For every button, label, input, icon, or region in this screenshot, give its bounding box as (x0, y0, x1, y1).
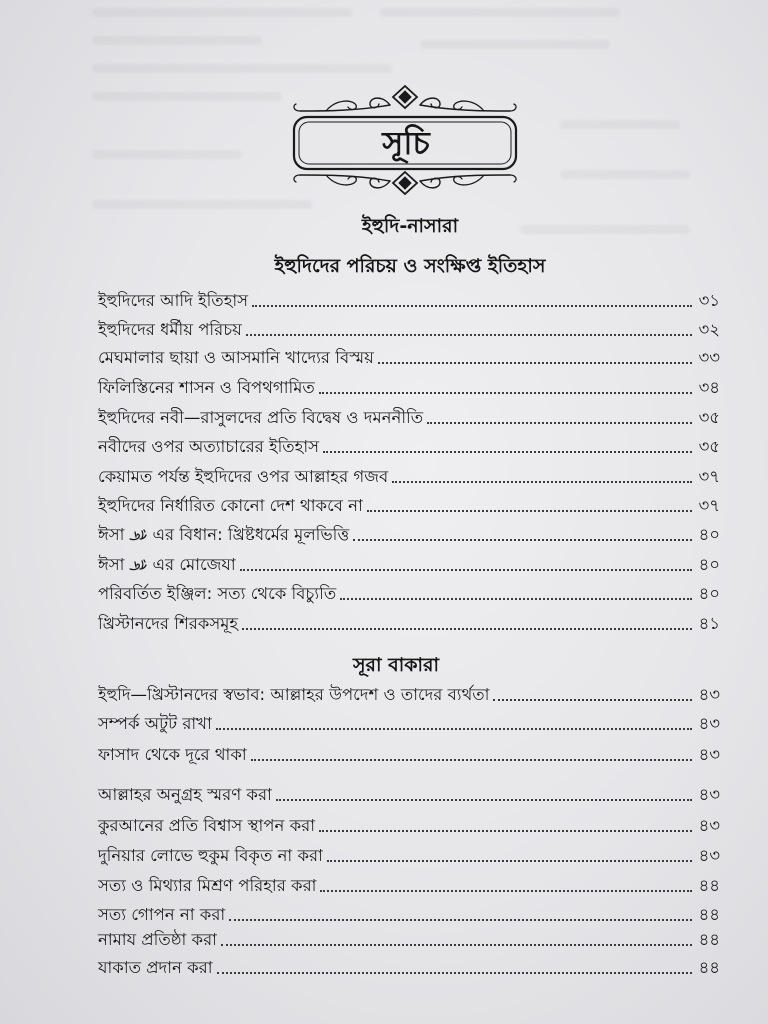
toc-entry-title: কুরআনের প্রতি বিশ্বাস স্থাপন করা (98, 816, 315, 835)
toc-entry-page: ৪০ (698, 525, 720, 544)
toc-entry-title-end: এর মোজেযা (152, 555, 236, 574)
toc-entry-title: ইহুদিদের আদি ইতিহাস (98, 291, 249, 310)
toc-entry-title: ইহুদি—খ্রিস্টানদের স্বভাব: আল্লাহর উপদেশ ও তাদের ব্যর্থতা (98, 685, 490, 704)
toc-entry-page: ৪৩ (698, 745, 720, 764)
dot-leader (427, 422, 692, 424)
toc-entry (98, 611, 720, 637)
toc-entry-page: ৩৭ (698, 467, 720, 486)
section-heading: ইহুদিদের পরিচয় ও সংক্ষিপ্ত ইতিহাস (274, 255, 546, 277)
toc-entry-title: পরিবর্তিত ইঞ্জিল: সত্য থেকে বিচ্যুতি (98, 584, 337, 603)
bleed-through-line (92, 200, 312, 209)
toc-entry (98, 873, 720, 899)
bleed-through-line (92, 150, 242, 159)
dot-leader (378, 362, 692, 364)
toc-entry-page: ৩১ (698, 291, 720, 310)
bleed-through-line (92, 8, 352, 17)
dot-leader (392, 481, 692, 483)
toc-entry-title-start: ঈসা (98, 555, 125, 574)
dot-leader (319, 830, 692, 832)
toc-entry (98, 434, 720, 460)
toc-entry (98, 288, 720, 314)
toc-entry (98, 345, 720, 371)
toc-entry (98, 955, 720, 981)
bleed-through-line (560, 120, 680, 129)
toc-entry-title: সত্য ও মিথ্যার মিশ্রণ পরিহার করা (98, 876, 317, 895)
toc-entry (98, 317, 720, 343)
toc-entry-page: ৪০ (698, 584, 720, 603)
toc-entry-title: মেঘমালার ছায়া ও আসমানি খাদ্যের বিস্ময় (98, 348, 374, 367)
dot-leader (340, 598, 692, 600)
honorific-calligraphy-icon (129, 528, 147, 542)
section-heading: সূরা বাকারা (353, 654, 439, 676)
toc-entry-title: দুনিয়ার লোভে হুকুম বিকৃত না করা (98, 846, 323, 865)
toc-entry-title: সত্য গোপন না করা (98, 905, 226, 924)
toc-entry-page: ৩৫ (698, 408, 720, 427)
toc-entry-page: ৪০ (698, 555, 720, 574)
dot-leader (319, 392, 692, 394)
toc-entry-title: যাকাত প্রদান করা (98, 958, 213, 977)
toc-entry-title: কেয়ামত পর্যন্ত ইহুদিদের ওপর আল্লাহর গজব (98, 467, 389, 486)
toc-entry-title: ইহুদিদের নবী—রাসুলদের প্রতি বিদ্বেষ ও দমননীতি (98, 408, 424, 427)
toc-entry-title: সম্পর্ক অটুট রাখা (98, 714, 212, 733)
dot-leader (320, 890, 692, 892)
toc-entry-page: ৪৩ (698, 714, 720, 733)
dot-leader (276, 799, 692, 801)
toc-entry-title (98, 552, 236, 578)
dot-leader (240, 569, 692, 571)
toc-entry (98, 682, 720, 708)
dot-leader (327, 860, 692, 862)
toc-entry (98, 742, 720, 768)
toc-entry-page: ৩৫ (698, 437, 720, 456)
dot-leader (217, 972, 692, 974)
toc-entry-title: ইহুদিদের ধর্মীয় পরিচয় (98, 320, 242, 339)
toc-entry-page: ৪৩ (698, 785, 720, 804)
bleed-through-line (380, 8, 620, 17)
toc-entry-page: ৪৩ (698, 685, 720, 704)
toc-entry (98, 927, 720, 953)
toc-entry-page: ৩৭ (698, 496, 720, 515)
toc-entry-title-end: এর বিধান: খ্রিষ্টধর্মের মূলভিত্তি (152, 525, 350, 544)
toc-entry (98, 581, 720, 607)
dot-leader (229, 919, 692, 921)
toc-entry-page: ৪৪ (698, 930, 720, 949)
toc-entry-page: ৩২ (698, 320, 720, 339)
dot-leader (246, 334, 692, 336)
toc-entry-page: ৩৪ (698, 378, 720, 397)
toc-entry (98, 843, 720, 869)
toc-entry-page: ৪১ (698, 614, 720, 633)
bleed-through-line (420, 40, 610, 49)
toc-entry-page: ৩৩ (698, 348, 720, 367)
toc-entry-title: ইহুদিদের নির্ধারিত কোনো দেশ থাকবে না (98, 496, 363, 515)
dot-leader (242, 628, 692, 630)
dot-leader (221, 944, 692, 946)
toc-entry-title: ফাসাদ থেকে দূরে থাকা (98, 745, 247, 764)
toc-entry-page: ৪৪ (698, 958, 720, 977)
dot-leader (252, 305, 692, 307)
toc-entry (98, 375, 720, 401)
dot-leader (367, 510, 692, 512)
toc-entry (98, 711, 720, 737)
toc-entry-title (98, 522, 349, 548)
honorific-calligraphy-icon (129, 558, 147, 572)
toc-entry-page: ৪৪ (698, 905, 720, 924)
toc-entry-page: ৪৩ (698, 846, 720, 865)
toc-entry-page: ৪৪ (698, 876, 720, 895)
toc-entry (98, 902, 720, 928)
toc-entry-title: নবীদের ওপর অত্যাচারের ইতিহাস (98, 437, 320, 456)
part-heading: ইহুদি-নাসারা (361, 215, 459, 237)
toc-entry-title: খ্রিস্টানদের শিরকসমূহ (98, 614, 239, 633)
toc-entry-page: ৪৩ (698, 816, 720, 835)
toc-entry (98, 782, 720, 808)
dot-leader (493, 699, 692, 701)
dot-leader (251, 759, 692, 761)
toc-entry-title: আল্লাহর অনুগ্রহ স্মরণ করা (98, 785, 272, 804)
toc-entry-title: ফিলিস্তিনের শাসন ও বিপথগামিত (98, 378, 315, 397)
dot-leader (216, 728, 692, 730)
dot-leader (353, 539, 692, 541)
dot-leader (323, 451, 692, 453)
bleed-through-line (92, 36, 262, 45)
page-title: সূচি (382, 124, 430, 162)
bleed-through-line (92, 64, 392, 73)
bleed-through-line (560, 170, 690, 179)
toc-entry (98, 464, 720, 490)
toc-entry (98, 405, 720, 431)
toc-entry (98, 552, 720, 578)
toc-entry (98, 522, 720, 548)
toc-entry (98, 493, 720, 519)
toc-entry-title-start: ঈসা (98, 525, 125, 544)
bleed-through-line (92, 92, 282, 101)
toc-entry-title: নামায প্রতিষ্ঠা করা (98, 930, 217, 949)
toc-entry (98, 813, 720, 839)
